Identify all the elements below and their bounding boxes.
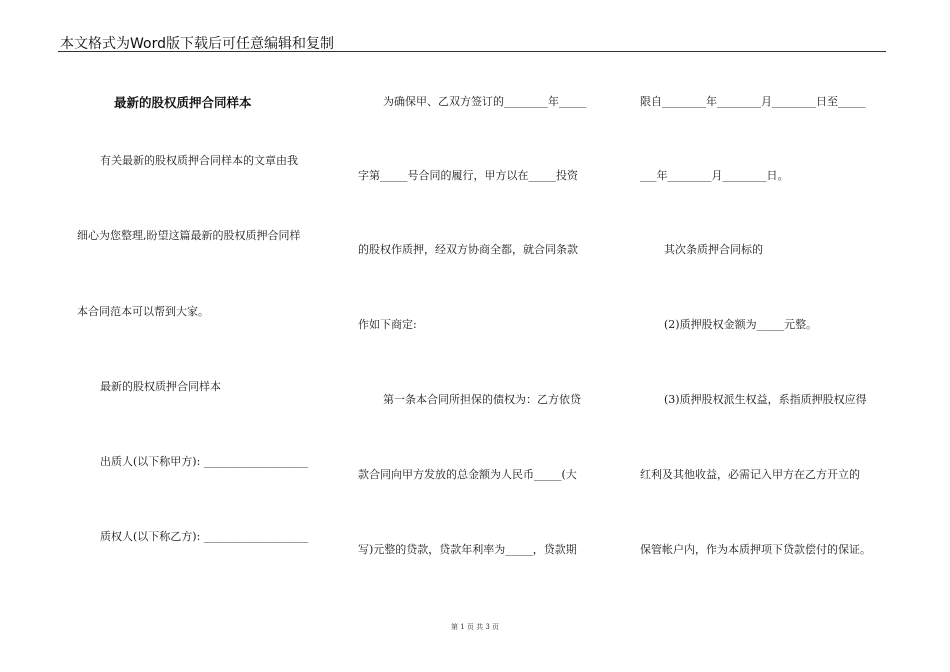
paragraph-line: 本合同范本可以帮到大家。 [77,305,209,318]
paragraph-line: ___年________月________日。 [640,169,789,182]
paragraph-line: 限自________年________月________日至_____ [640,95,866,108]
paragraph-line: 细心为您整理,盼望这篇最新的股权质押合同样 [77,229,301,242]
section-heading: 其次条质押合同标的 [664,243,763,256]
paragraph-line: 为确保甲、乙双方签订的________年_____ [383,95,587,108]
header-divider [58,51,886,52]
paragraph-line: 第一条本合同所担保的债权为：乙方依贷 [383,393,581,406]
page-header-title: 本文格式为Word版下载后可任意编辑和复制 [60,36,334,52]
paragraph-line: 最新的股权质押合同样本 [100,380,221,393]
page-number-footer: 第 1 页 共 3 页 [450,623,500,631]
paragraph-line: 款合同向甲方发放的总金额为人民币_____(大 [358,468,577,481]
paragraph-line: 红利及其他收益，必需记入甲方在乙方开立的 [640,468,860,481]
paragraph-line: 字第_____号合同的履行，甲方以在_____投资 [358,169,578,182]
paragraph-line: 写)元整的贷款，贷款年利率为_____，贷款期 [358,543,577,556]
pledgor-line: 出质人(以下称甲方): ___________________ [100,455,309,468]
paragraph-line: 有关最新的股权质押合同样本的文章由我 [100,154,298,167]
document-title: 最新的股权质押合同样本 [114,95,252,110]
paragraph-line: 的股权作质押，经双方协商全都，就合同条款 [358,243,578,256]
paragraph-line: (3)质押股权派生权益，系指质押股权应得 [664,393,867,406]
paragraph-line: 保管帐户内，作为本质押项下贷款偿付的保证。 [640,543,871,556]
paragraph-line: (2)质押股权金额为_____元整。 [664,318,818,331]
paragraph-line: 作如下商定: [358,318,417,331]
pledgee-line: 质权人(以下称乙方): ___________________ [100,530,309,543]
